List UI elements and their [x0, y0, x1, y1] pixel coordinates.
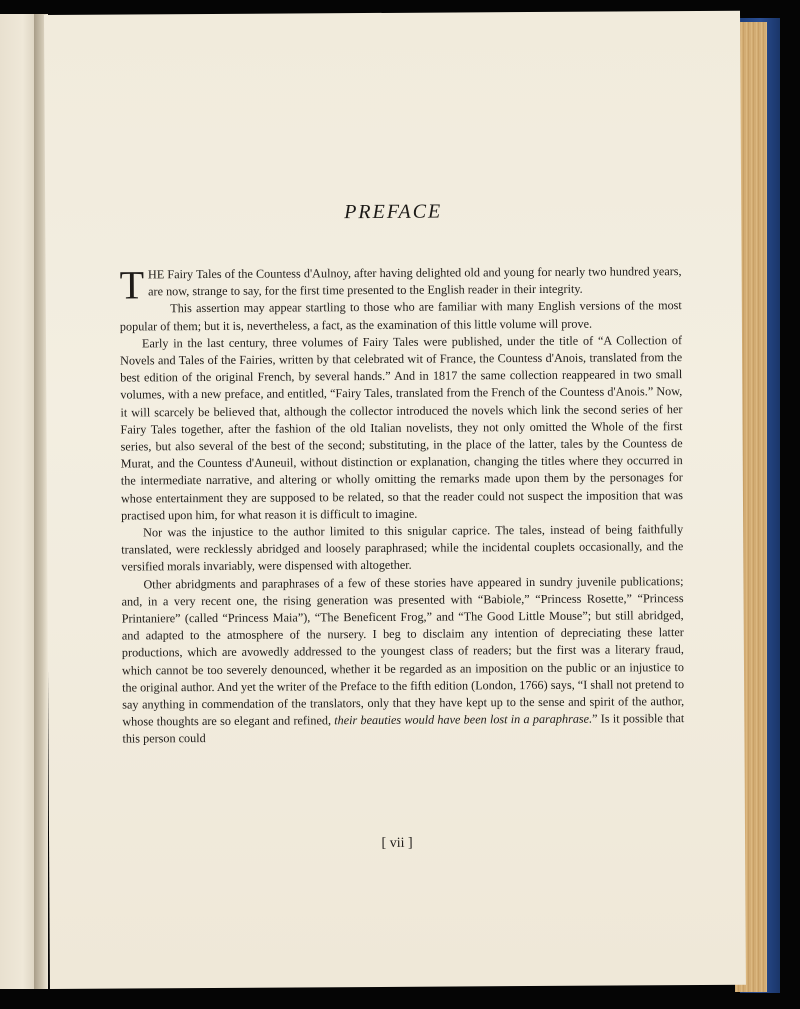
book-page [44, 11, 746, 989]
paragraph-1 [119, 262, 682, 308]
paragraph-4: Nor was the injustice to the author limited to this snigular caprice. The tales, instead of being faithfully translated, were recklessly abridged and loosely paraphrased; while the incidental couplets occasionally, and the versified morals invariably, were dispensed with altogether. [121, 522, 684, 574]
page-number: [ vii ] [381, 835, 413, 851]
closing-text: ” Is it possible that this person could [122, 711, 685, 747]
left-page [0, 14, 38, 989]
drop-cap: T [119, 262, 145, 308]
preface-text [120, 263, 685, 748]
page-heading: PREFACE [344, 200, 443, 224]
paragraph-2: This assertion may appear startling to those who are familiar with many English versions of the most popular of them; but it is, nevertheless, a fact, as the examination of this little volume will prove. [119, 298, 682, 334]
paragraph-5 [121, 573, 684, 748]
italic-phrase: their beauties would have been lost in a paraphrase. [334, 711, 593, 728]
paragraph-3: Early in the last century, three volumes of Fairy Tales were published, under the title of “A Collection of Novels and Tales of the Fairies, written by that celebrated wit of France, the Countess d'Anois, translated from the best edition of the original French, by several hands.” And in 1817 the same collection reappeared in two small volumes, with a new preface, and entitled, “Fairy Tales, translated from the French of the Countess d'Anois.” Now, it will scarcely be believed that, although the collector introduced the novels which link the second series of her Fairy Tales together, after the fashion of the old Italian novelists, they not only omitted the Whole of the first series, but also several of the best of the second; substituting, in the place of the latter, tales by the Countess de Murat, and the Countess d'Auneuil, without distinction or explanation, changing the titles where they occurred in the intermediate narrative, and altering or wholly omitting the remarks made upon them by the personages for whose entertainment they are supposed to be related, so that the reader could not suspect the imposition that was practised upon him, for what reason it is difficult to imagine. [120, 332, 683, 523]
paragraph-1-text: HE Fairy Tales of the Countess d'Aulnoy, after having delighted old and young for nearly two hundred years, are now, strange to say, for the first time presented to the English reader in their integrity. [147, 264, 682, 299]
paragraph-5-text: Other abridgments and paraphrases of a few of these stories have appeared in sundry juvenile publications; and, in a very recent one, the rising generation was presented with “Babiole,” “Princess Rosette,” “Princess Printaniere” (called “Princess Maia”), “The Beneficent Frog,” and “The Good Little Mouse”; but still abridged, and adapted to the atmosphere of the nursery. I beg to disclaim any intention of depreciating these latter productions, which are avowedly addressed to the youngest class of readers; but the first was a literary fraud, which cannot be too severely denounced, whether it be regarded as an imposition on the public or an injustice to the original author. And yet the writer of the Preface to the fifth edition (London, 1766) says, “I shall not pretend to say anything in commendation of the translators, only that they have kept up to the sense and spirit of the author, whose thoughts are so elegant and refined, [121, 573, 685, 729]
